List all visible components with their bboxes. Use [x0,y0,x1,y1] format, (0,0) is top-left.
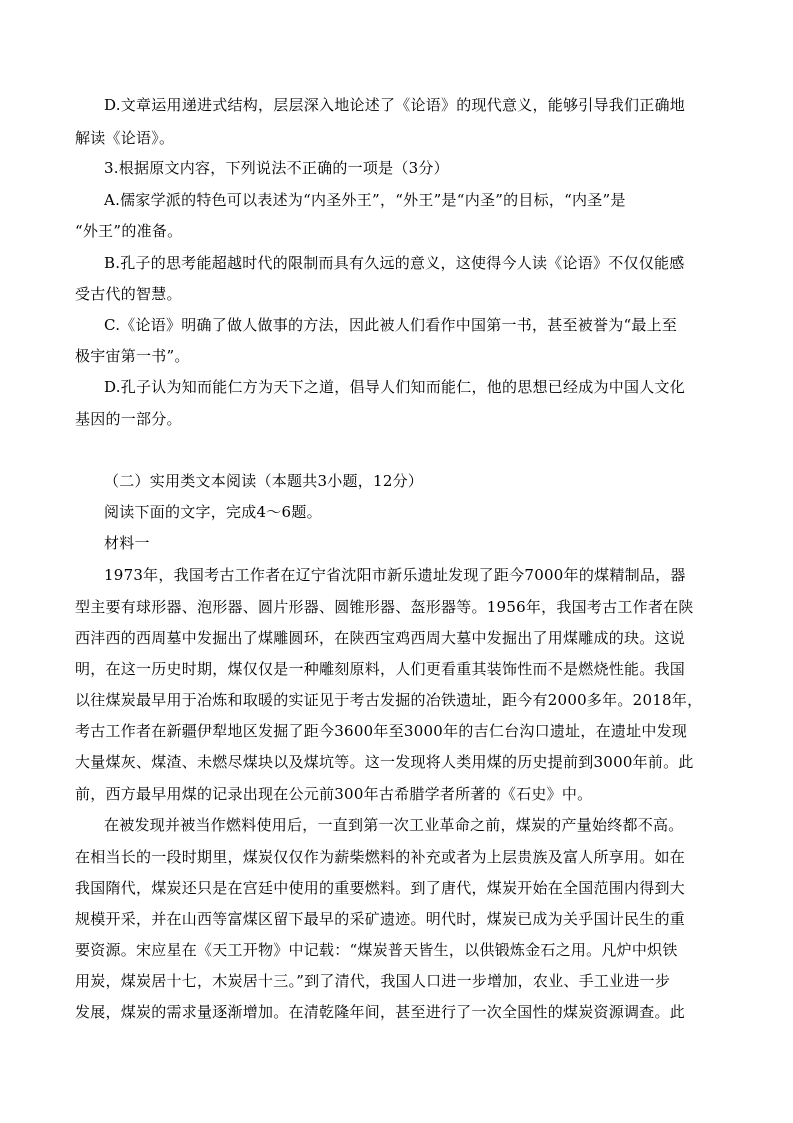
option-d-line-1: D.文章运用递进式结构，层层深入地论述了《论语》的现代意义，能够引导我们正确地 [104,96,686,114]
passage-p2-line-4: 规模开采，并在山西等富煤区留下最早的采矿遗迹。明代时，煤炭已成为关乎国计民生的重 [75,910,686,928]
option-c-line-2: 极宇宙第一书”。 [75,347,190,365]
section-heading: （二）实用类文本阅读（本题共3小题，12分） [104,472,424,490]
option-b-line-2: 受古代的智慧。 [75,285,182,303]
passage-p2-line-6: 用炭，煤炭居十七，木炭居十三。”到了清代，我国人口进一步增加，农业、手工业进一步 [75,972,671,990]
passage-p1-line-5: 以往煤炭最早用于冶炼和取暖的实证见于考古发掘的冶铁遗址，距今有2000多年。2018年， [75,691,703,709]
passage-p1-line-7: 大量煤灰、煤渣、未燃尽煤块以及煤坑等。这一发现将人类用煤的历史提前到3000年前。此 [75,753,694,771]
passage-p2-line-2: 在相当长的一段时期里，煤炭仅仅作为薪柴燃料的补充或者为上层贵族及富人所享用。如在 [75,848,686,866]
passage-p1-line-8: 前，西方最早用煤的记录出现在公元前300年古希腊学者所著的《石史》中。 [75,785,593,803]
question-3: 3.根据原文内容，下列说法不正确的一项是（3分） [104,159,449,177]
passage-p2-line-5: 要资源。宋应星在《天工开物》中记载：“煤炭普天皆生，以供锻炼金石之用。凡炉中炽铁 [75,941,678,959]
passage-p2-line-3: 我国隋代，煤炭还只是在宫廷中使用的重要燃料。到了唐代，煤炭开始在全国范围内得到大 [75,879,686,897]
option-a-line-2: “外王”的准备。 [75,222,183,240]
passage-p1-line-2: 型主要有球形器、泡形器、圆片形器、圆锥形器、盔形器等。1956年，我国考古工作者在陕 [75,598,694,616]
reading-instruction: 阅读下面的文字，完成4～6题。 [104,503,322,521]
option-c-line-1: C.《论语》明确了做人做事的方法，因此被人们看作中国第一书，甚至被誉为“最上至 [104,316,678,334]
option-d2-line-2: 基因的一部分。 [75,410,182,428]
option-b-line-1: B.孔子的思考能超越时代的限制而具有久远的意义，这使得今人读《论语》不仅仅能感 [104,254,685,272]
passage-p1-line-3: 西沣西的西周墓中发掘出了煤雕圆环，在陕西宝鸡西周大墓中发掘出了用煤雕成的玦。这说 [75,629,686,647]
material-title: 材料一 [104,534,150,552]
passage-p1-line-1: 1973年，我国考古工作者在辽宁省沈阳市新乐遗址发现了距今7000年的煤精制品，器 [104,566,686,584]
passage-p2-line-7: 发展，煤炭的需求量逐渐增加。在清乾隆年间，甚至进行了一次全国性的煤炭资源调查。此 [75,1003,686,1021]
option-a-line-1: A.儒家学派的特色可以表述为“内圣外王”，“外王”是“内圣”的目标，“内圣”是 [104,191,626,209]
passage-p2-line-1: 在被发现并被当作燃料使用后，一直到第一次工业革命之前，煤炭的产量始终都不高。 [104,816,684,834]
passage-p1-line-4: 明，在这一历史时期，煤仅仅是一种雕刻原料，人们更看重其装饰性而不是燃烧性能。我国 [75,660,686,678]
option-d2-line-1: D.孔子认为知而能仁方为天下之道，倡导人们知而能仁，他的思想已经成为中国人文化 [104,378,686,396]
passage-p1-line-6: 考古工作者在新疆伊犁地区发掘了距今3600年至3000年的吉仁台沟口遗址，在遗址中发现 [75,722,688,740]
option-d-line-2: 解读《论语》。 [75,129,175,147]
